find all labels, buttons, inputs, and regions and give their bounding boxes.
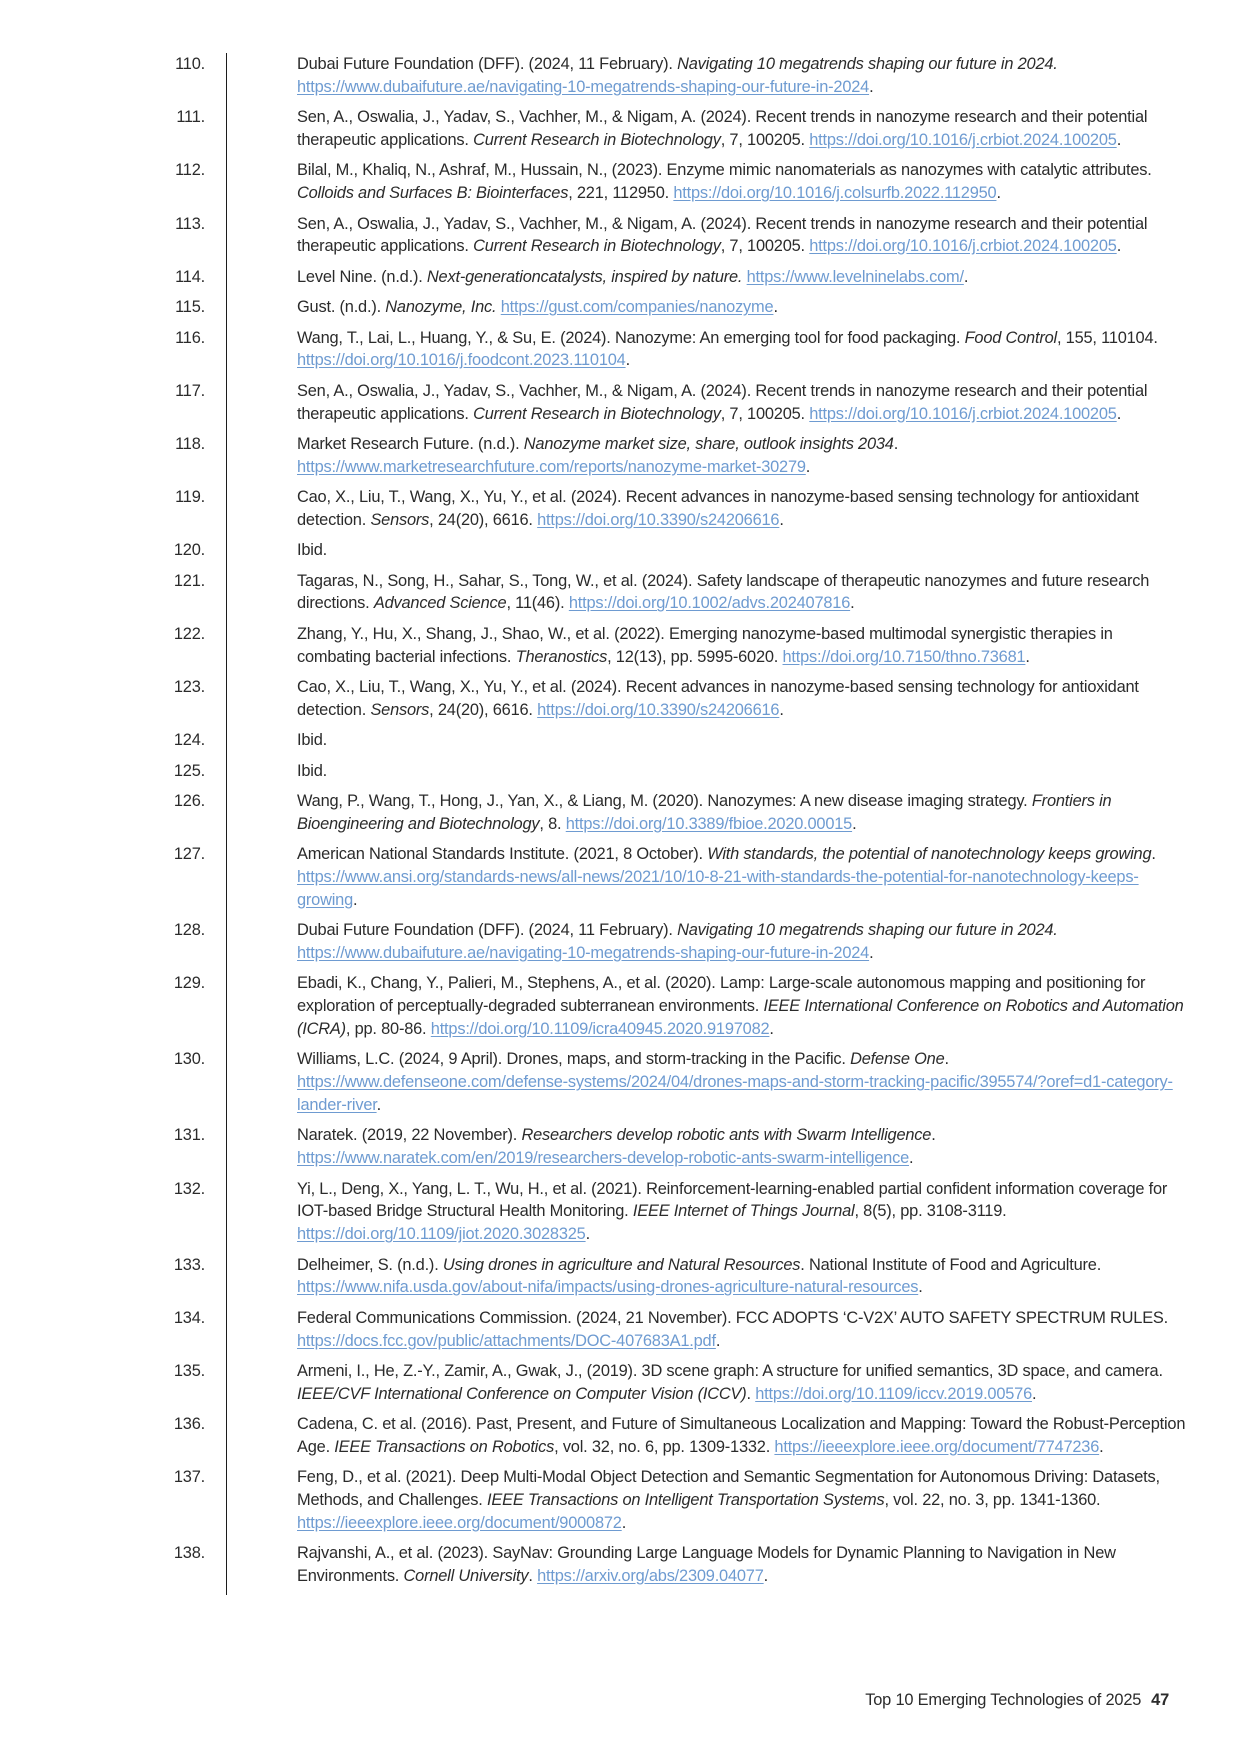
reference-text — [297, 731, 327, 749]
reference-text-segment: , 8(5), pp. 3108-3119. — [854, 1202, 1007, 1221]
reference-source-title: Using drones in agriculture and Natural Resources — [442, 1255, 801, 1274]
reference-text-segment: . — [963, 267, 969, 286]
reference-text-segment: . — [746, 1384, 756, 1403]
reference-text-segment: Armeni, I., He, Z.-Y., Zamir, A., Gwak, J., (2019). 3D scene graph: A structure for unified semantics, 3D space, and camera. — [297, 1361, 1163, 1380]
reference-number: 135. — [173, 1361, 205, 1380]
reference-text-segment: . — [869, 77, 874, 96]
reference-source-title: Defense One — [850, 1050, 945, 1069]
reference-text-segment: , 7, 100205. — [720, 237, 810, 256]
reference-item — [175, 53, 1187, 99]
reference-text-segment: . — [909, 1149, 914, 1168]
reference-text-segment: . — [1151, 845, 1156, 864]
reference-text-segment: , 8. — [539, 814, 566, 833]
reference-item — [175, 213, 1187, 259]
reference-text-segment: Cao, X., Liu, T., Wang, X., Yu, Y., et al. (2024). Recent advances in nanozyme-based sensing technology for antioxidant detection. — [297, 678, 1139, 719]
reference-number: 114. — [175, 267, 205, 286]
reference-link[interactable]: https://doi.org/10.3390/s24206616 — [537, 510, 780, 529]
reference-text-segment: . National Institute of Food and Agriculture. — [800, 1255, 1102, 1274]
reference-text-segment: Naratek. (2019, 22 November). — [297, 1126, 522, 1145]
reference-number: 132. — [173, 1179, 205, 1198]
reference-text — [297, 1544, 1116, 1585]
reference-text-segment: . — [1099, 1437, 1104, 1456]
reference-source-title: Nanozyme, Inc. — [385, 298, 497, 317]
reference-source-title: IEEE Transactions on Robotics — [334, 1437, 555, 1456]
reference-item — [173, 843, 1187, 911]
reference-text — [297, 762, 327, 780]
reference-item — [175, 380, 1187, 426]
reference-text — [297, 1309, 1168, 1350]
reference-number: 120. — [173, 541, 205, 560]
reference-link[interactable]: https://www.levelninelabs.com/ — [746, 267, 964, 286]
reference-text — [297, 541, 327, 559]
reference-number: 111. — [176, 108, 205, 127]
reference-source-title: Next-generationcatalysts, inspired by nature. — [426, 267, 743, 286]
reference-number: 112. — [175, 161, 205, 180]
reference-source-title: Nanozyme market size, share, outlook insights 2034 — [523, 434, 894, 453]
reference-source-title: Researchers develop robotic ants with Swarm Intelligence — [521, 1126, 932, 1145]
reference-text-segment: Sen, A., Oswalia, J., Yadav, S., Vachher, M., & Nigam, A. (2024). Recent trends in nanozyme research and their potential therapeutic applications. — [297, 214, 1148, 256]
reference-text-segment: . — [585, 1225, 590, 1244]
reference-text-segment: . — [1116, 130, 1122, 149]
reference-text-segment: Gust. (n.d.). — [297, 298, 386, 317]
reference-text — [297, 161, 1152, 202]
reference-number: 124. — [173, 731, 205, 750]
reference-item — [173, 1048, 1187, 1116]
reference-text-segment: , 7, 100205. — [720, 130, 810, 149]
reference-link[interactable]: https://www.ansi.org/standards-news/all-news/2021/10/10-8-21-with-standards-the-potential-for-nanotechnology-keeps-growing — [297, 868, 1139, 909]
reference-item — [173, 1178, 1187, 1246]
reference-text-segment: . — [852, 814, 857, 833]
reference-text-segment: . — [850, 594, 855, 613]
reference-text-segment: Williams, L.C. (2024, 9 April). Drones, maps, and storm-tracking in the Pacific. — [297, 1050, 851, 1069]
reference-text-segment: . — [625, 351, 630, 370]
reference-source-title: Sensors — [370, 510, 430, 529]
reference-text — [297, 1180, 1167, 1244]
reference-item — [175, 296, 1187, 319]
reference-link[interactable]: https://doi.org/10.1109/jiot.2020.3028325 — [297, 1225, 586, 1244]
reference-text — [297, 108, 1147, 149]
reference-source-title: Cornell University — [403, 1567, 529, 1586]
reference-text-segment: Cao, X., Liu, T., Wang, X., Yu, Y., et al. (2024). Recent advances in nanozyme-based sensing technology for antioxidant detection. — [297, 488, 1139, 529]
reference-text-segment: Sen, A., Oswalia, J., Yadav, S., Vachher, M., & Nigam, A. (2024). Recent trends in nanozyme research and their potential therapeutic applications. — [297, 381, 1148, 423]
reference-item — [173, 972, 1187, 1040]
reference-text-segment: . — [353, 890, 358, 909]
reference-text-segment: . — [805, 457, 811, 476]
reference-text-segment: Federal Communications Commission. (2024, 21 November). FCC ADOPTS ‘C-V2X’ AUTO SAFETY SPECTRUM RULES. — [297, 1308, 1169, 1327]
reference-item — [173, 539, 1187, 562]
reference-item — [173, 729, 1187, 752]
reference-text — [297, 1050, 1173, 1114]
reference-link[interactable]: https://ieeexplore.ieee.org/document/9000872 — [297, 1513, 622, 1532]
reference-text-segment: . — [621, 1513, 627, 1532]
reference-text-segment: . — [715, 1331, 721, 1350]
reference-text-segment: . — [1025, 647, 1030, 666]
reference-text-segment: Dubai Future Foundation (DFF). (2024, 11 February). — [297, 921, 678, 940]
reference-number: 130. — [173, 1050, 205, 1069]
reference-text-segment: Tagaras, N., Song, H., Sahar, S., Tong, W., et al. (2024). Safety landscape of therapeutic nanozymes and future research directions. — [297, 571, 1150, 613]
reference-text-segment: , vol. 32, no. 6, pp. 1309-1332. — [554, 1437, 775, 1456]
reference-number: 136. — [173, 1415, 205, 1434]
reference-source-title: Current Research in Biotechnology — [473, 237, 721, 256]
reference-source-title: Navigating 10 megatrends shaping our future in 2024. — [677, 921, 1058, 940]
reference-source-title: Colloids and Surfaces B: Biointerfaces — [297, 184, 569, 203]
reference-number: 128. — [173, 921, 205, 940]
reference-text — [297, 488, 1139, 529]
reference-text-segment: . — [769, 1019, 774, 1038]
reference-item — [173, 790, 1187, 836]
reference-text-segment: . — [773, 298, 778, 317]
reference-number: 121. — [173, 571, 205, 590]
reference-number: 117. — [175, 381, 205, 400]
reference-number: 116. — [175, 328, 205, 347]
reference-text — [297, 329, 1158, 370]
reference-text — [297, 268, 968, 286]
reference-text — [297, 1256, 1101, 1297]
reference-item — [173, 760, 1187, 783]
page-footer — [865, 1691, 1169, 1710]
reference-number: 122. — [173, 624, 205, 643]
reference-text — [297, 55, 1058, 96]
reference-text-segment: . — [944, 1050, 949, 1069]
reference-text-segment: , pp. 80-86. — [345, 1019, 431, 1038]
reference-link[interactable]: https://www.marketresearchfuture.com/reports/nanozyme-market-30279 — [297, 457, 806, 476]
reference-item — [173, 1413, 1187, 1459]
reference-link[interactable]: https://docs.fcc.gov/public/attachments/DOC-407683A1.pdf — [297, 1331, 716, 1350]
reference-number: 115. — [175, 298, 205, 317]
reference-link[interactable]: https://www.defenseone.com/defense-systems/2024/04/drones-maps-and-storm-tracking-pacific/395574/?oref=d1-category-lander-river — [297, 1073, 1173, 1114]
reference-link[interactable]: https://doi.org/10.1016/j.foodcont.2023.110104 — [297, 351, 626, 370]
reference-source-title: IEEE Internet of Things Journal — [632, 1202, 855, 1221]
reference-text-segment: Level Nine. (n.d.). — [297, 267, 427, 286]
reference-source-title: Theranostics — [515, 647, 608, 666]
reference-source-title: Frontiers in Bioengineering and Biotechnology — [297, 792, 1112, 833]
reference-link[interactable]: https://doi.org/10.3389/fbioe.2020.00015 — [565, 814, 853, 833]
reference-text-segment: . — [1116, 404, 1122, 423]
reference-text-segment: . — [996, 184, 1001, 203]
reference-text-segment: , 24(20), 6616. — [429, 700, 538, 719]
reference-text-segment: . — [779, 700, 784, 719]
reference-link[interactable]: https://www.dubaifuture.ae/navigating-10-megatrends-shaping-our-future-in-2024 — [297, 943, 870, 962]
reference-text-segment: Wang, T., Lai, L., Huang, Y., & Su, E. (2024). Nanozyme: An emerging tool for food packaging. — [297, 328, 965, 347]
reference-link[interactable]: https://doi.org/10.1002/advs.202407816 — [568, 594, 851, 613]
reference-text-segment: . — [528, 1567, 538, 1586]
reference-text — [297, 845, 1156, 909]
reference-number: 126. — [173, 792, 205, 811]
reference-text-segment: . — [1116, 237, 1122, 256]
reference-text — [297, 435, 898, 476]
reference-text — [297, 215, 1147, 256]
reference-link[interactable]: https://www.nifa.usda.gov/about-nifa/impacts/using-drones-agriculture-natural-resources — [297, 1278, 919, 1297]
reference-text — [297, 678, 1139, 719]
reference-text-segment: , 155, 110104. — [1056, 328, 1158, 347]
reference-link[interactable]: https://doi.org/10.1016/j.colsurfb.2022.112950 — [673, 184, 997, 203]
reference-number: 129. — [173, 974, 205, 993]
reference-source-title: Current Research in Biotechnology — [473, 130, 721, 149]
reference-source-title: IEEE International Conference on Robotics and Automation (ICRA) — [297, 997, 1184, 1038]
reference-text-segment: . — [893, 434, 899, 453]
reference-link[interactable]: https://doi.org/10.3390/s24206616 — [537, 700, 780, 719]
reference-link[interactable]: https://ieeexplore.ieee.org/document/7747236 — [774, 1437, 1100, 1456]
reference-item — [175, 327, 1187, 373]
reference-text — [297, 1362, 1163, 1403]
reference-text — [297, 1468, 1160, 1532]
page-number: 47 — [1151, 1691, 1169, 1709]
reference-number: 110. — [175, 55, 205, 73]
reference-link[interactable]: https://doi.org/10.1016/j.crbiot.2024.100205 — [809, 130, 1117, 149]
reference-number: 138. — [173, 1544, 205, 1563]
reference-text-segment: Sen, A., Oswalia, J., Yadav, S., Vachher, M., & Nigam, A. (2024). Recent trends in nanozyme research and their potential therapeutic applications. — [297, 108, 1148, 149]
reference-text-segment: Cadena, C. et al. (2016). Past, Present, and Future of Simultaneous Localization and Mapping: Toward the Robust-Perception Age. — [297, 1415, 1186, 1456]
reference-text — [297, 974, 1184, 1038]
reference-item — [176, 106, 1187, 152]
reference-number: 113. — [175, 214, 205, 233]
reference-text-segment: , 7, 100205. — [720, 404, 810, 423]
reference-text-segment: . — [869, 943, 874, 962]
reference-text-segment: Ibid. — [297, 761, 327, 780]
reference-text-segment: . — [763, 1567, 768, 1586]
reference-text-segment: . — [779, 510, 784, 529]
reference-text-segment: Wang, P., Wang, T., Hong, J., Yan, X., & Liang, M. (2020). Nanozymes: A new disease imaging strategy. — [297, 792, 1032, 811]
reference-number: 118. — [175, 434, 205, 453]
reference-text-segment: American National Standards Institute. (2021, 8 October). — [297, 845, 708, 864]
reference-number: 131. — [173, 1126, 205, 1145]
reference-text — [297, 625, 1113, 666]
reference-source-title: With standards, the potential of nanotechnology keeps growing — [707, 845, 1152, 864]
reference-source-title: Advanced Science — [373, 594, 507, 613]
reference-item — [173, 1466, 1187, 1534]
reference-source-title: Food Control — [964, 328, 1057, 347]
reference-link[interactable]: https://doi.org/10.1109/iccv.2019.00576 — [755, 1384, 1033, 1403]
reference-item — [175, 159, 1187, 205]
reference-item — [175, 486, 1187, 532]
reference-number: 134. — [173, 1308, 205, 1327]
reference-link[interactable]: https://gust.com/companies/nanozyme — [500, 298, 774, 317]
reference-source-title: Current Research in Biotechnology — [473, 404, 721, 423]
reference-text-segment: , 12(13), pp. 5995-6020. — [607, 647, 783, 666]
reference-link[interactable]: https://doi.org/10.1016/j.crbiot.2024.100205 — [809, 404, 1117, 423]
reference-source-title: IEEE/CVF International Conference on Computer Vision (ICCV) — [297, 1384, 747, 1403]
reference-source-title: Sensors — [370, 700, 430, 719]
reference-text — [297, 298, 778, 316]
reference-text-segment: Bilal, M., Khaliq, N., Ashraf, M., Hussain, N., (2023). Enzyme mimic nanomaterials as nanozymes with catalytic attributes. — [297, 161, 1152, 180]
reference-text-segment: . — [376, 1095, 381, 1114]
reference-text — [297, 572, 1149, 613]
reference-number: 119. — [175, 488, 205, 507]
reference-item — [173, 623, 1187, 669]
reference-item — [173, 1124, 1187, 1170]
reference-text-segment: . — [1032, 1384, 1037, 1403]
reference-link[interactable]: https://doi.org/10.7150/thno.73681 — [782, 647, 1026, 666]
reference-text — [297, 382, 1147, 423]
reference-number: 137. — [173, 1468, 205, 1487]
reference-link[interactable]: https://doi.org/10.1109/icra40945.2020.9197082 — [430, 1019, 770, 1038]
reference-link[interactable]: https://doi.org/10.1016/j.crbiot.2024.100205 — [809, 237, 1117, 256]
reference-item — [173, 570, 1187, 616]
reference-text-segment: Delheimer, S. (n.d.). — [297, 1255, 443, 1274]
reference-item — [173, 919, 1187, 965]
reference-text-segment: Ibid. — [297, 731, 327, 750]
reference-text-segment: . — [918, 1278, 923, 1297]
reference-text — [297, 1126, 936, 1167]
reference-number: 127. — [173, 845, 205, 864]
reference-text-segment: . — [931, 1126, 936, 1145]
reference-text-segment: , 11(46). — [506, 594, 569, 613]
reference-number: 123. — [173, 678, 205, 697]
reference-list — [173, 53, 1187, 1595]
reference-item — [175, 433, 1187, 479]
reference-text-segment: Yi, L., Deng, X., Yang, L. T., Wu, H., et al. (2021). Reinforcement-learning-enabled partial confident information coverage for IOT-based Bridge Structural Health Monitoring. — [297, 1179, 1168, 1221]
reference-link[interactable]: https://www.dubaifuture.ae/navigating-10-megatrends-shaping-our-future-in-2024 — [297, 77, 870, 96]
reference-text-segment: , 221, 112950. — [568, 184, 674, 203]
reference-item — [173, 1542, 1187, 1588]
reference-source-title: Navigating 10 megatrends shaping our future in 2024. — [677, 55, 1058, 73]
reference-text-segment: , vol. 22, no. 3, pp. 1341-1360. — [884, 1491, 1101, 1510]
reference-text-segment: Zhang, Y., Hu, X., Shang, J., Shao, W., et al. (2022). Emerging nanozyme-based multimodal synergistic therapies in combating bacterial infections. — [297, 624, 1113, 666]
reference-item — [173, 1360, 1187, 1406]
reference-link[interactable]: https://www.naratek.com/en/2019/researchers-develop-robotic-ants-swarm-intelligence — [297, 1149, 909, 1168]
reference-text-segment: Ibid. — [297, 541, 327, 560]
reference-text — [297, 921, 1058, 962]
footer-title: Top 10 Emerging Technologies of 2025 — [865, 1691, 1142, 1709]
reference-text-segment: Rajvanshi, A., et al. (2023). SayNav: Grounding Large Language Models for Dynamic Planning to Navigation in New Environments. — [297, 1544, 1116, 1586]
reference-number: 125. — [173, 761, 205, 780]
reference-item — [175, 266, 1187, 289]
reference-source-title: IEEE Transactions on Intelligent Transportation Systems — [487, 1491, 885, 1510]
reference-number: 133. — [173, 1255, 205, 1274]
reference-text-segment: Ebadi, K., Chang, Y., Palieri, M., Stephens, A., et al. (2020). Lamp: Large-scale autonomous mapping and positioning for exploration of perceptually-degraded subterranean environments. — [297, 974, 1146, 1016]
reference-text — [297, 792, 1111, 833]
reference-text-segment: Market Research Future. (n.d.). — [297, 434, 524, 453]
reference-text-segment: , 24(20), 6616. — [429, 510, 538, 529]
reference-text — [297, 1415, 1185, 1456]
reference-link[interactable]: https://arxiv.org/abs/2309.04077 — [537, 1567, 764, 1586]
reference-item — [173, 1254, 1187, 1300]
reference-text-segment: Feng, D., et al. (2021). Deep Multi-Modal Object Detection and Semantic Segmentation for Autonomous Driving: Datasets, Methods, and Challenges. — [297, 1468, 1160, 1510]
reference-item — [173, 676, 1187, 722]
reference-item — [173, 1307, 1187, 1353]
reference-text-segment: Dubai Future Foundation (DFF). (2024, 11 February). — [297, 55, 678, 73]
